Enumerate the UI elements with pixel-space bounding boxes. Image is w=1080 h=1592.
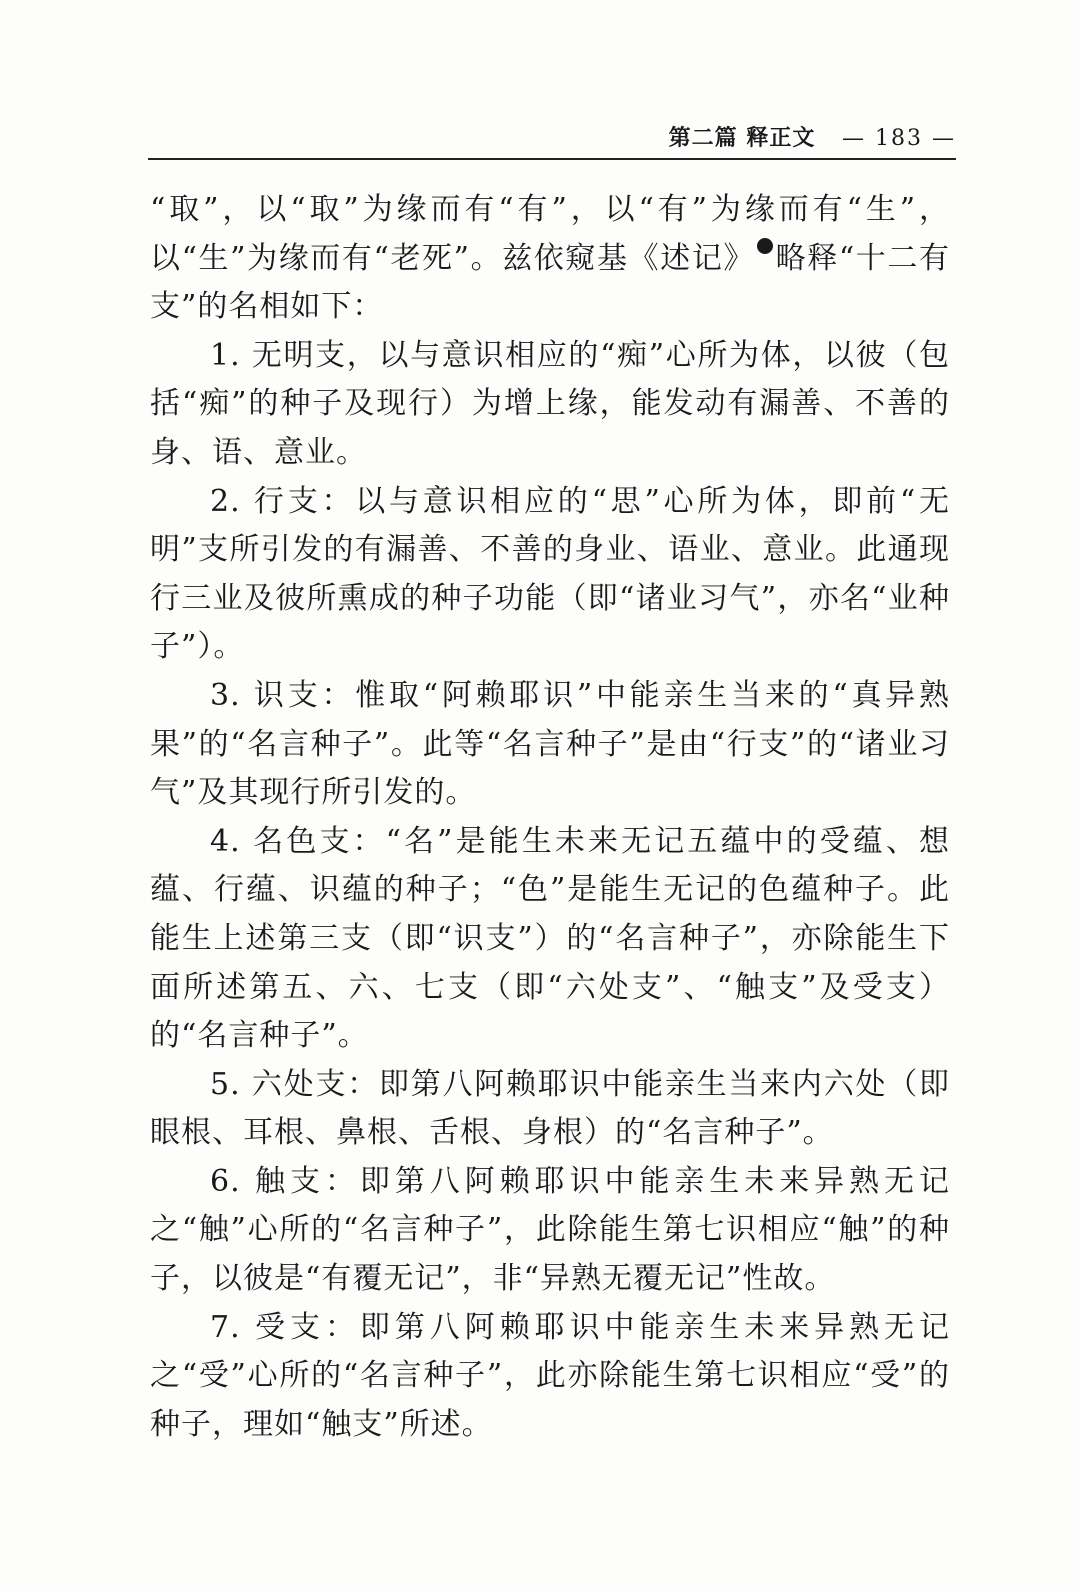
paragraph-xing: 2. 行支：以与意识相应的“思”心所为体，即前“无明”支所引发的有漏善、不善的身业、语业、意业。此通现行三业及彼所熏成的种子功能（即“诸业习气”，亦名“业种子”）。	[150, 483, 950, 665]
paragraph-wuming: 1. 无明支，以与意识相应的“痴”心所为体，以彼（包括“痴”的种子及现行）为增上缘，能发动有漏善、不善的身、语、意业。	[150, 337, 950, 470]
intro-text-part1: “取”，以“取”为缘而有“有”，以“有”为缘而有“生”，以“生”为缘而有“老死”。兹依窥基《述记》	[150, 192, 950, 276]
section-title: 第二篇 释正文	[668, 125, 816, 151]
running-header	[148, 118, 956, 160]
footnote-marker-icon	[757, 238, 773, 254]
page-number: — 183 —	[842, 126, 956, 151]
paragraph-mingse: 4. 名色支：“名”是能生未来无记五蕴中的受蕴、想蕴、行蕴、识蕴的种子；“色”是能生无记的色蕴种子。此能生上述第三支（即“识支”）的“名言种子”，亦除能生下面所述第五、六、七支（即“六处支”、“触支”及受支）的“名言种子”。	[150, 823, 950, 1054]
paragraph-shi: 3. 识支：惟取“阿赖耶识”中能亲生当来的“真异熟果”的“名言种子”。此等“名言种子”是由“行支”的“诸业习气”及其现行所引发的。	[150, 677, 950, 811]
paragraph-liuchu: 5. 六处支：即第八阿赖耶识中能亲生当来内六处（即眼根、耳根、鼻根、舌根、身根）的“名言种子”。	[150, 1066, 950, 1151]
intro-text-part2: 略释“十二有支”的名相如下：	[150, 240, 950, 325]
main-text	[150, 186, 950, 1449]
paragraph-chu: 6. 触支：即第八阿赖耶识中能亲生未来异熟无记之“触”心所的“名言种子”，此除能生第七识相应“触”的种子，以彼是“有覆无记”，非“异熟无覆无记”性故。	[150, 1163, 950, 1297]
paragraph-shou: 7. 受支：即第八阿赖耶识中能亲生未来异熟无记之“受”心所的“名言种子”，此亦除能生第七识相应“受”的种子，理如“触支”所述。	[150, 1309, 950, 1442]
intro-paragraph	[150, 186, 950, 332]
